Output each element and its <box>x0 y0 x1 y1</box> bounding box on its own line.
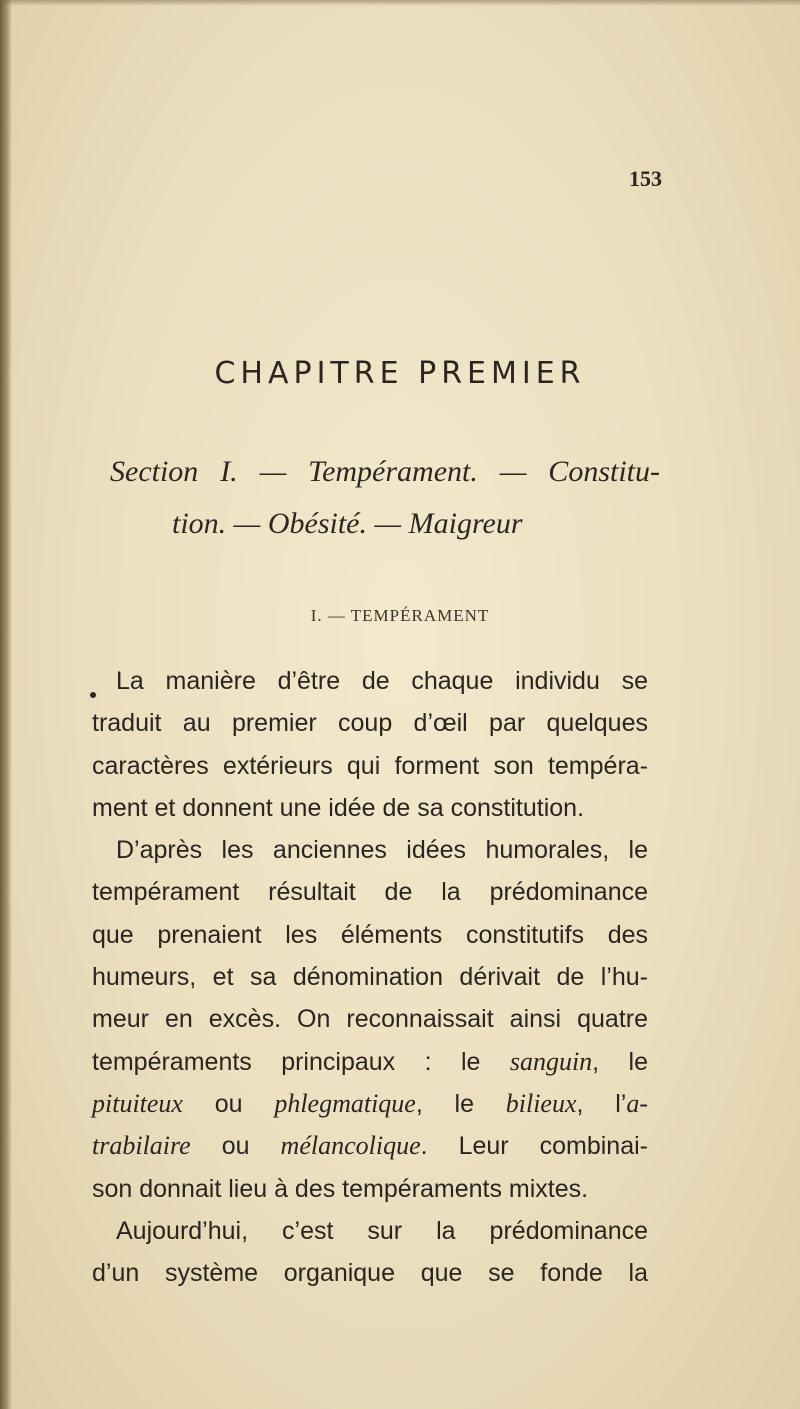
paragraph-1-line-1: La manière d’être de chaque individu se <box>116 667 648 695</box>
paragraph-2-line-2: tempérament résultait de la prédominance <box>92 878 648 907</box>
term-atrabilaire-end: trabilaire <box>92 1131 191 1161</box>
paragraph-2-line-4: humeurs, et sa dénomination dérivait de l’hu- <box>92 963 648 992</box>
term-bilieux: bilieux <box>505 1088 577 1118</box>
text-run: . Leur combinai- <box>420 1132 648 1161</box>
section-heading-line-2: tion. — Obésité. — Maigreur <box>172 507 523 540</box>
term-phlegmatique: phlegmatique <box>274 1088 416 1118</box>
paragraph-2-line-9: son donnait lieu à des tempéraments mixtes. <box>92 1174 589 1203</box>
text-run: tempéraments principaux : le <box>92 1047 510 1076</box>
paragraph-2-line-1: D’après les anciennes idées humorales, le <box>116 836 648 865</box>
paragraph-3-line-1: Aujourd’hui, c’est sur la prédominance <box>116 1216 648 1245</box>
paragraph-1-line-4: ment et donnent une idée de sa constitution. <box>92 793 585 822</box>
term-sanguin: sanguin <box>509 1046 593 1076</box>
paragraph-2-line-3: que prenaient les éléments constitutifs des <box>92 920 648 949</box>
book-spine-edge <box>0 0 12 1409</box>
body-text <box>92 660 648 1294</box>
subsection-heading: I. — TEMPÉRAMENT <box>310 606 490 625</box>
paragraph-2-line-8 <box>92 1125 648 1167</box>
text-run: ou <box>190 1132 281 1161</box>
text-run: , l’ <box>576 1089 627 1118</box>
section-heading <box>100 446 660 550</box>
paragraph-2-line-7 <box>92 1083 648 1125</box>
term-melancolique: mélancolique <box>280 1131 421 1161</box>
paragraph-2-line-6 <box>92 1041 648 1083</box>
term-atrabilaire-start: a- <box>626 1088 649 1118</box>
page-number: 153 <box>629 166 662 191</box>
section-heading-line-1: Section I. — Tempérament. — Constitu- <box>110 455 660 488</box>
text-run: , le <box>592 1047 648 1076</box>
paragraph-1-line-2: traduit au premier coup d’œil par quelques <box>92 709 648 738</box>
page-top-edge <box>0 0 800 6</box>
chapter-title: CHAPITRE PREMIER <box>214 356 586 391</box>
term-pituiteux: pituiteux <box>92 1088 183 1118</box>
paragraph-3-line-2: d’un système organique que se fonde la <box>92 1259 648 1288</box>
text-run: , le <box>415 1089 506 1118</box>
paragraph-2-line-5: meur en excès. On reconnaissait ainsi quatre <box>92 1005 648 1034</box>
paragraph-1-line-3: caractères extérieurs qui forment son tempéra- <box>92 751 648 780</box>
text-run: ou <box>182 1089 275 1118</box>
